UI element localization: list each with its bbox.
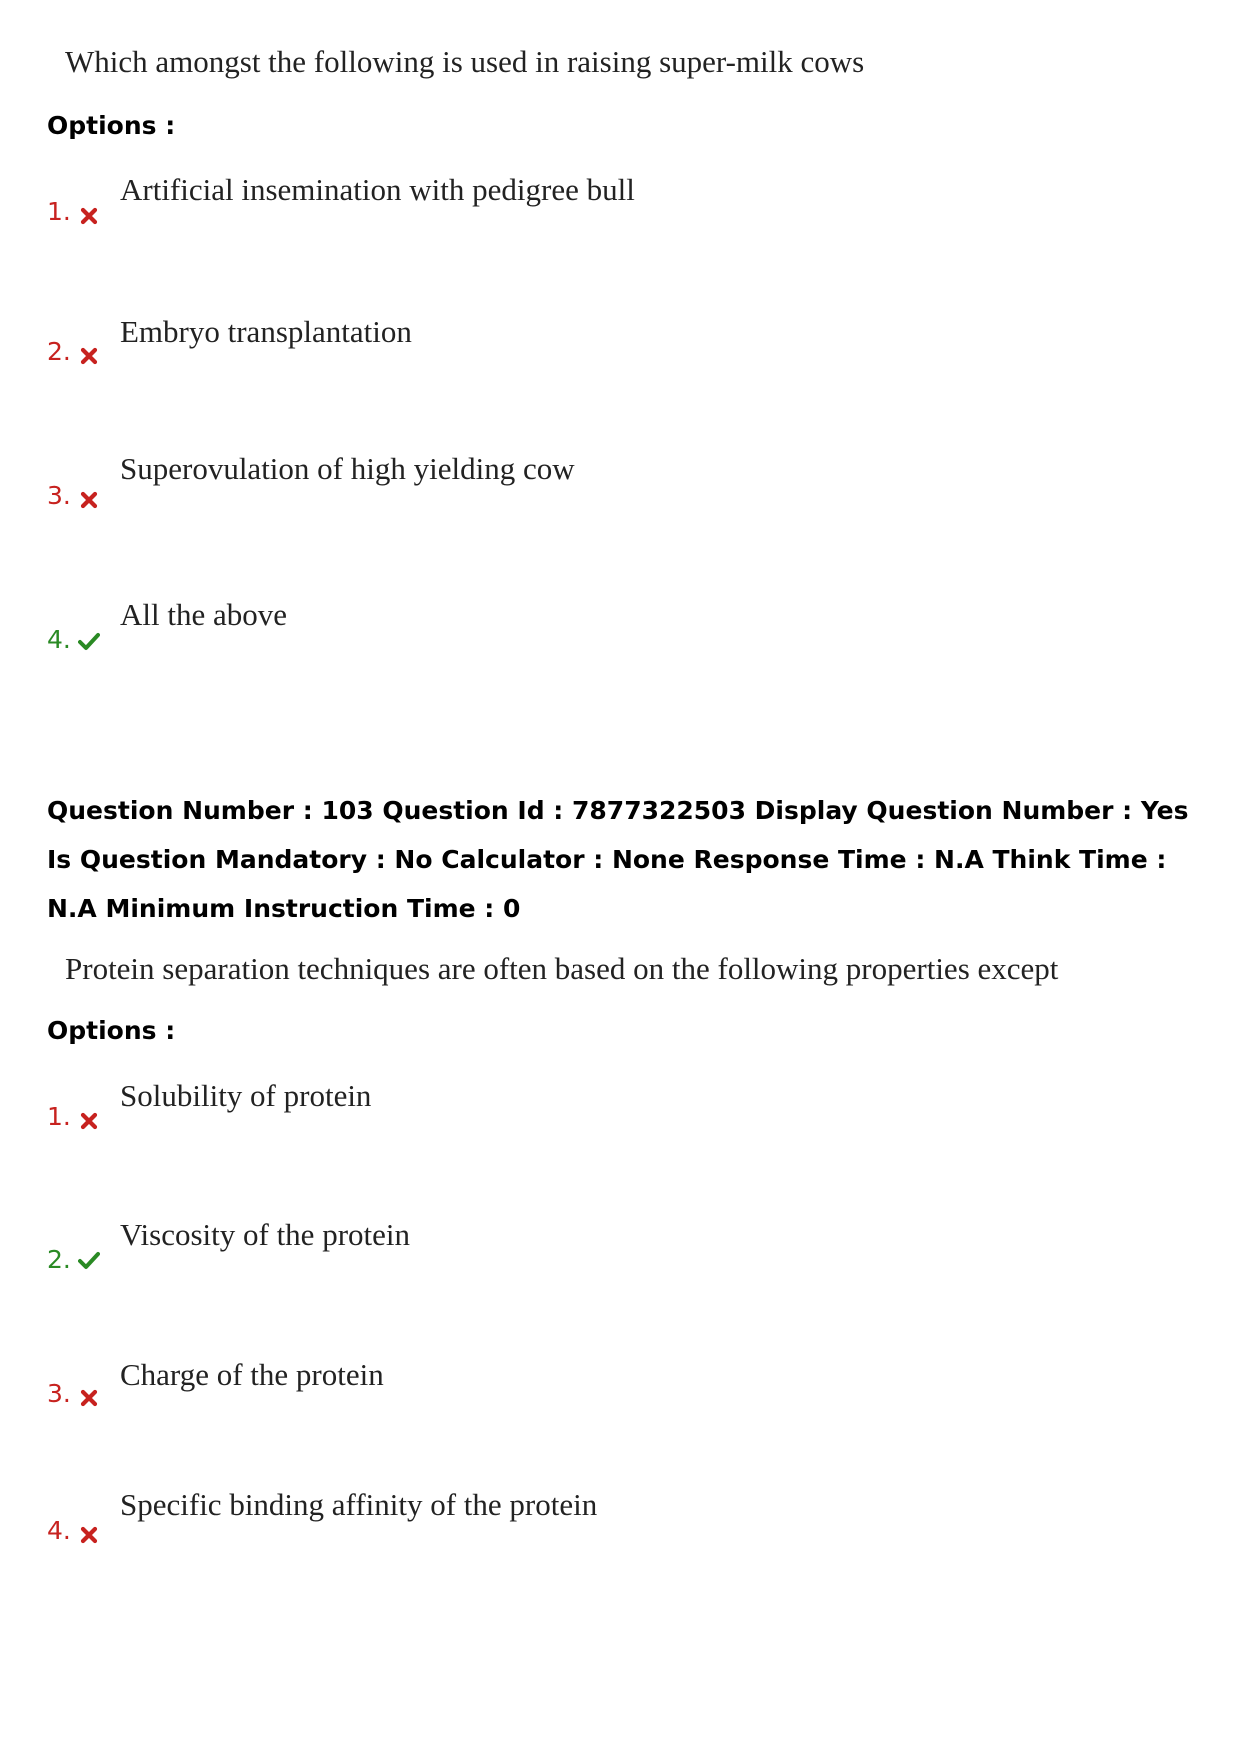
- options-label: Options :: [47, 111, 176, 140]
- option-text: Superovulation of high yielding cow: [120, 451, 575, 486]
- option-text: Artificial insemination with pedigree bull: [120, 172, 635, 207]
- question-text: Protein separation techniques are often based on the following properties except: [65, 951, 1059, 986]
- option-text: Specific binding affinity of the protein: [120, 1487, 598, 1522]
- cross-icon: [78, 205, 100, 227]
- option-text: Charge of the protein: [120, 1357, 384, 1392]
- cross-icon: [78, 345, 100, 367]
- option-number: 2.: [47, 1245, 71, 1274]
- option-number: 3.: [47, 1379, 71, 1408]
- option-number: 2.: [47, 337, 71, 366]
- option-text: Viscosity of the protein: [120, 1217, 411, 1252]
- option-number: 3.: [47, 481, 71, 510]
- check-icon: [78, 1249, 100, 1271]
- option-number: 1.: [47, 197, 71, 226]
- cross-icon: [78, 489, 100, 511]
- cross-icon: [78, 1110, 100, 1132]
- cross-icon: [78, 1387, 100, 1409]
- option-number: 4.: [47, 1516, 71, 1545]
- option-number: 1.: [47, 1102, 71, 1131]
- cross-icon: [78, 1524, 100, 1546]
- question-meta: Question Number : 103 Question Id : 7877322503 Display Question Number : Yes Is Question Mandatory : No Calculator : None Response Time : N.A Think Time : N.A Minimum Instruction Time : 0: [47, 796, 1189, 923]
- options-label: Options :: [47, 1016, 176, 1045]
- check-icon: [78, 630, 100, 652]
- option-text: All the above: [120, 597, 288, 632]
- question-text: Which amongst the following is used in raising super-milk cows: [65, 44, 865, 79]
- option-text: Solubility of protein: [120, 1078, 372, 1113]
- option-number: 4.: [47, 625, 71, 654]
- option-text: Embryo transplantation: [120, 314, 412, 349]
